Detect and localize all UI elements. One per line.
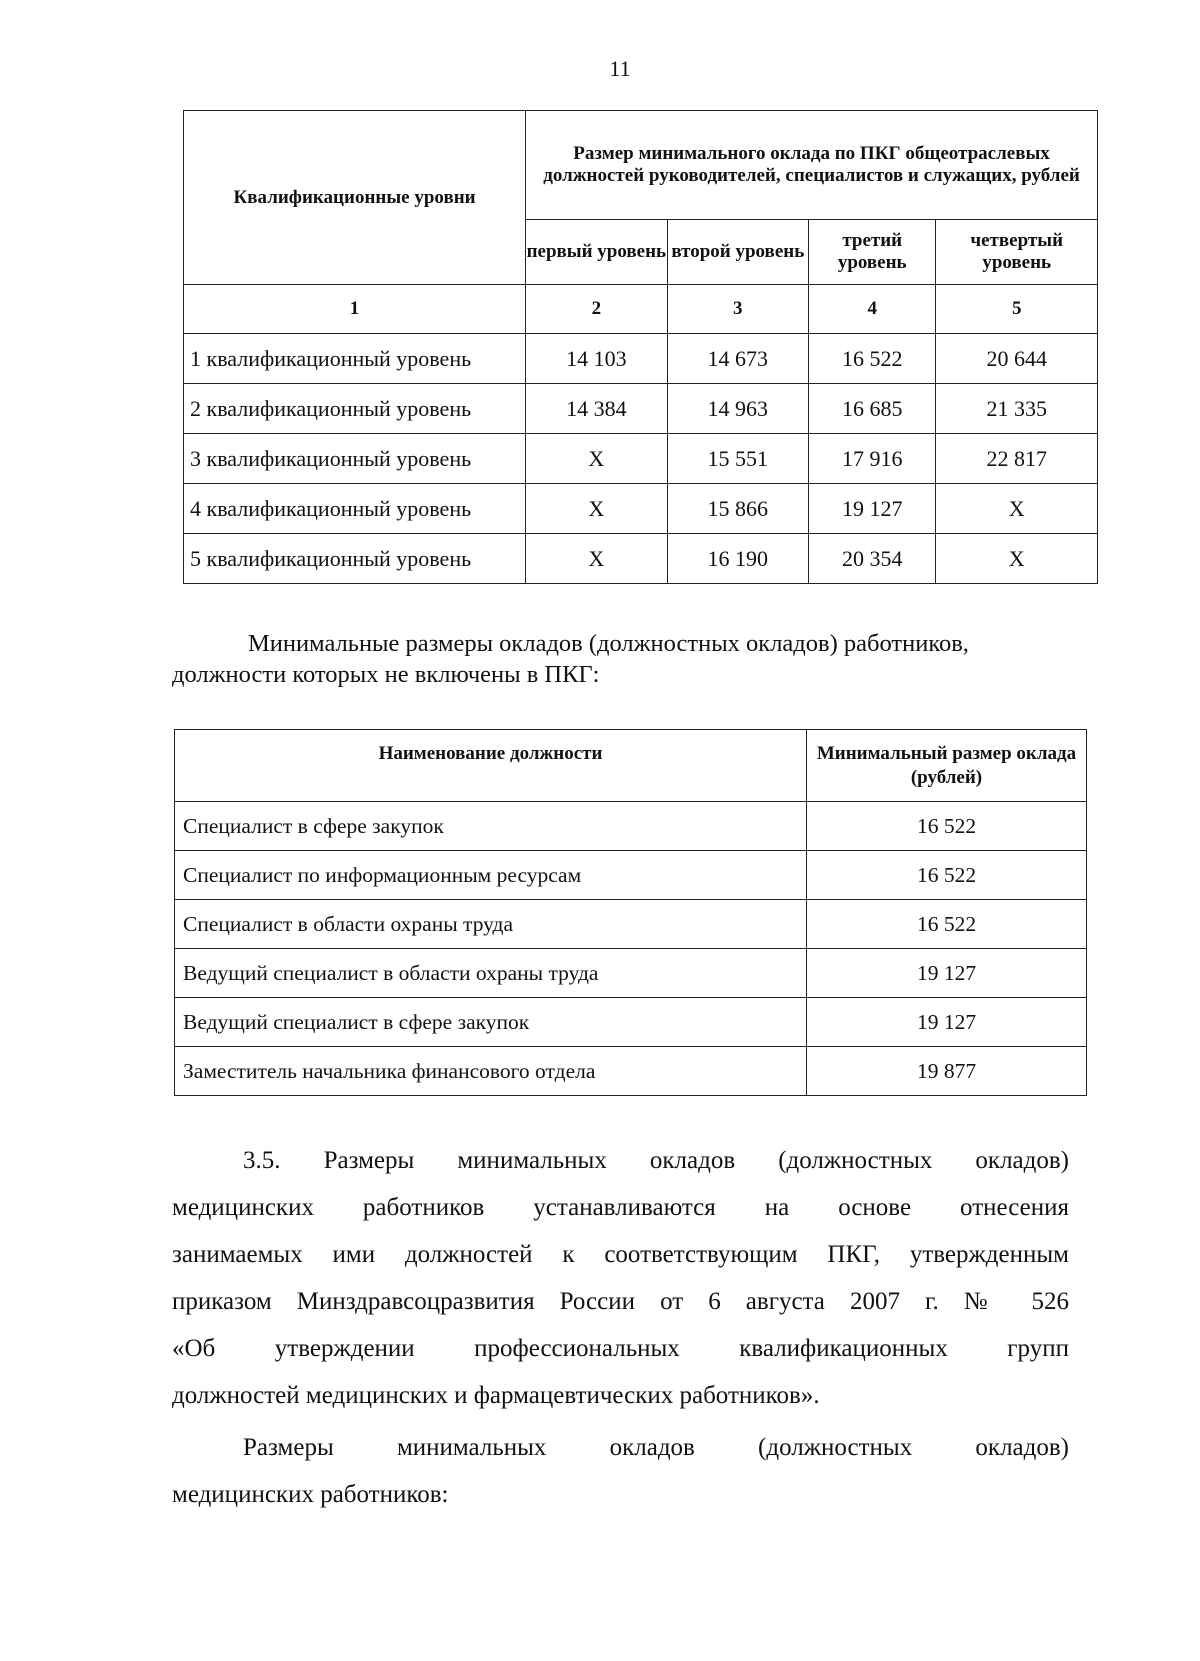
table-cell: X [936,484,1098,534]
table-cell: X [526,434,667,484]
header-level-3: третий уровень [809,220,936,285]
position-name: Специалист в сфере закупок [175,802,807,851]
table-cell: 14 384 [526,384,667,434]
header-level-4: четвертый уровень [936,220,1098,285]
table-row [175,949,1087,998]
table-cell: 14 103 [526,334,667,384]
salary-value: 16 522 [807,900,1087,949]
header-level-2: второй уровень [667,220,808,285]
table-cell: 16 685 [809,384,936,434]
paragraph-line: Размеры минимальных окладов (должностных окладов) [243,1434,1069,1461]
row-label: 3 квалификационный уровень [184,434,526,484]
table-cell: 14 673 [667,334,808,384]
table-cell: 20 644 [936,334,1098,384]
header-qualification-levels: Квалификационные уровни [184,111,526,285]
table-row [175,1047,1087,1096]
position-name: Специалист в области охраны труда [175,900,807,949]
header-position-name: Наименование должности [175,730,807,802]
table-cell: 21 335 [936,384,1098,434]
paragraph-line: приказом Минздравсоцразвития России от 6 августа 2007 г. № 526 [172,1288,1069,1315]
table-cell: 15 551 [667,434,808,484]
table-cell: X [526,484,667,534]
table-row [184,434,1098,484]
intro-paragraph [172,628,1069,690]
column-number: 3 [667,285,808,334]
paragraph-line: «Об утверждении профессиональных квалификационных групп [172,1335,1069,1362]
table-cell: 16 190 [667,534,808,584]
table-cell: 14 963 [667,384,808,434]
salary-value: 16 522 [807,802,1087,851]
table-cell: 20 354 [809,534,936,584]
non-pkg-salary-table [174,729,1087,1096]
header-min-salary: Минимальный размер оклада (рублей) [807,730,1087,802]
position-name: Специалист по информационным ресурсам [175,851,807,900]
medical-salary-intro [172,1424,1069,1518]
row-label: 2 квалификационный уровень [184,384,526,434]
paragraph-line: занимаемых ими должностей к соответствующим ПКГ, утвержденным [172,1241,1069,1268]
paragraph-line: медицинских работников: [172,1481,449,1508]
column-number: 5 [936,285,1098,334]
header-level-1: первый уровень [526,220,667,285]
column-number: 4 [809,285,936,334]
table-row [184,484,1098,534]
paragraph-line: должностей медицинских и фармацевтических работников». [172,1382,820,1409]
table-row [175,851,1087,900]
paragraph-line: 3.5. Размеры минимальных окладов (должностных окладов) [243,1147,1069,1174]
salary-value: 16 522 [807,851,1087,900]
paragraph-line: Минимальные размеры окладов (должностных окладов) работников, [248,630,969,657]
paragraph-line: медицинских работников устанавливаются на основе отнесения [172,1194,1069,1221]
table-row [175,900,1087,949]
table-cell: 19 127 [809,484,936,534]
table-cell: 17 916 [809,434,936,484]
table-cell: 15 866 [667,484,808,534]
position-name: Ведущий специалист в области охраны труда [175,949,807,998]
header-salary-group: Размер минимального оклада по ПКГ общеотраслевых должностей руководителей, специалистов и служащих, рублей [526,111,1098,220]
section-3-5-paragraph [172,1137,1069,1419]
page-number: 11 [609,56,631,81]
table-row [184,384,1098,434]
table-row [175,802,1087,851]
row-label: 1 квалификационный уровень [184,334,526,384]
table-cell: 22 817 [936,434,1098,484]
table-cell: 16 522 [809,334,936,384]
paragraph-line: должности которых не включены в ПКГ: [172,661,600,688]
salary-value: 19 127 [807,949,1087,998]
row-label: 4 квалификационный уровень [184,484,526,534]
row-label: 5 квалификационный уровень [184,534,526,584]
column-number: 2 [526,285,667,334]
position-name: Ведущий специалист в сфере закупок [175,998,807,1047]
salary-value: 19 127 [807,998,1087,1047]
column-number: 1 [184,285,526,334]
pkg-salary-table [183,110,1098,584]
table-cell: X [526,534,667,584]
position-name: Заместитель начальника финансового отдела [175,1047,807,1096]
salary-value: 19 877 [807,1047,1087,1096]
table-row [175,998,1087,1047]
table-row [184,334,1098,384]
table-cell: X [936,534,1098,584]
table-row [184,534,1098,584]
